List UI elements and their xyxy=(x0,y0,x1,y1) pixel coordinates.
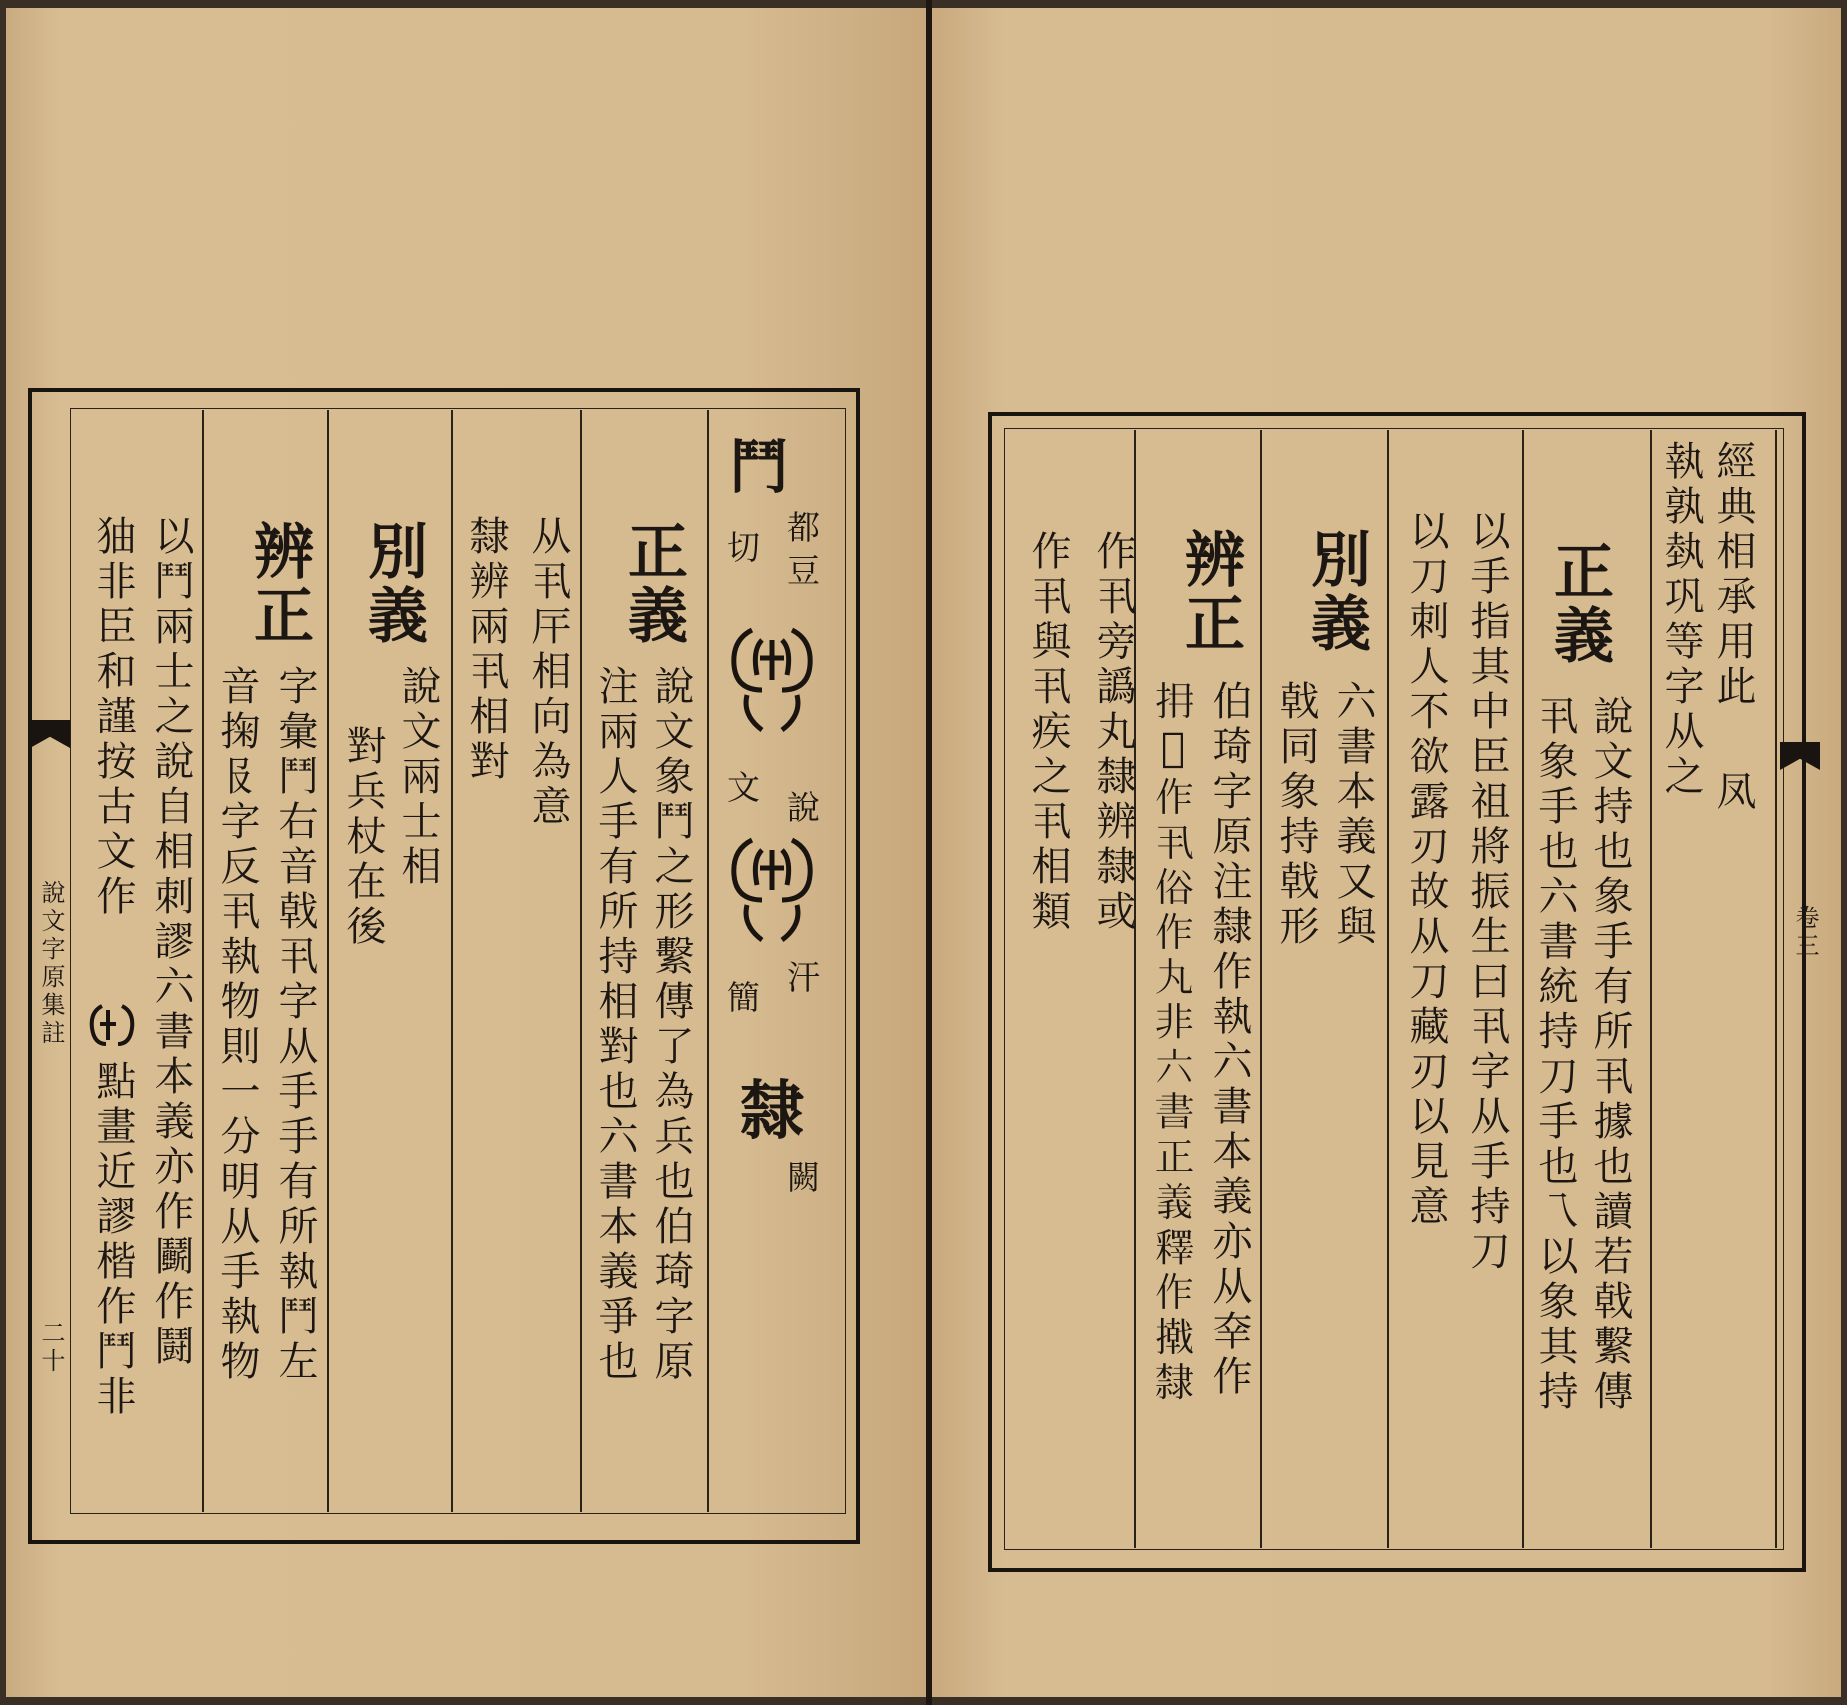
column-rule xyxy=(1650,430,1652,1548)
column-rule xyxy=(1522,430,1524,1548)
bieyi-text-left: 對兵杖在後 xyxy=(340,725,386,950)
margin-book-title: 說文字原集註 xyxy=(37,880,65,1048)
zhengyi-heading: 正義 xyxy=(618,520,688,648)
reading-right: 都豆 xyxy=(782,510,821,596)
column-rule xyxy=(451,410,453,1512)
r-bieyi-heading: 別義 xyxy=(1301,528,1371,656)
seal-character-shuowen xyxy=(722,620,822,740)
reading-left: 切 xyxy=(722,530,761,573)
r-col5-text: 作丮旁譌丸隸辨隸或 xyxy=(1090,530,1136,935)
jian-label: 簡 xyxy=(722,980,761,1023)
col6-text-right: 以鬥兩士之說自相刺謬六書本義亦作鬬作鬪 xyxy=(148,515,194,1370)
bieyi-text-right: 說文兩士相 xyxy=(395,665,441,890)
bieyi-heading: 別義 xyxy=(358,520,428,648)
col0-text-right: 經典相承用此 xyxy=(1710,440,1756,710)
lishu-character: 隸 xyxy=(740,1074,808,1149)
column-rule xyxy=(707,410,709,1512)
margin-page-number: 二十 xyxy=(37,1320,65,1376)
r-zhengyi-heading: 正義 xyxy=(1544,540,1614,668)
r-col6-text: 作丮與丮疾之丮相類 xyxy=(1025,530,1071,935)
col6-text-left-b: 點畫近謬楷作鬥非 xyxy=(90,1060,136,1420)
r-zhengyi-text-right: 說文持也象手有所丮據也讀若戟繫傳 xyxy=(1587,695,1633,1415)
col0-text-left: 執孰埶巩等字从之 xyxy=(1658,440,1704,800)
column-rule xyxy=(327,410,329,1512)
r-margin-volume: 卷三 xyxy=(1791,905,1819,961)
entry-title: 鬥 xyxy=(730,433,789,501)
wen-label: 文 xyxy=(722,770,761,813)
col3-text-left: 隸辨兩丮相對 xyxy=(463,515,509,785)
bianzheng-text-left: 音掬𠬝字反丮執物則一分明从手執物 xyxy=(214,665,260,1385)
col3-text-right: 从丮厈相向為意 xyxy=(525,515,571,830)
column-rule xyxy=(1260,430,1262,1548)
han-label: 汗 xyxy=(782,960,821,1003)
r-zhengyi-text-left: 丮象手也六書統持刀手也乁以象其持 xyxy=(1532,695,1578,1415)
zhengyi-text-right: 說文象鬥之形繫傳了為兵也伯琦字原 xyxy=(648,665,694,1385)
column-rule xyxy=(580,410,582,1512)
r-zhengyi-text-outer: 以手指其中臣祖將振生曰丮字从手持刀 xyxy=(1464,510,1510,1275)
que-label: 闕 xyxy=(782,1160,821,1203)
r-bieyi-text-left: 戟同象持戟形 xyxy=(1273,680,1319,950)
zhengyi-text-left: 注兩人手有所持相對也六書本義爭也 xyxy=(592,665,638,1385)
r-bieyi-text-right: 六書本義又與 xyxy=(1330,680,1376,950)
r-bianzheng-text-right: 伯琦字原注隸作執六書本義亦从㚔作 xyxy=(1206,680,1252,1400)
col0-text-right-b: 凤 xyxy=(1710,770,1756,815)
column-rule xyxy=(202,410,204,1512)
bianzheng-heading: 辨正 xyxy=(244,520,314,648)
r-bianzheng-text-left: 𢪈𨜉作丮俗作丸非六書正義釋作撠隸 xyxy=(1150,680,1196,1406)
column-rule xyxy=(1775,430,1777,1548)
col6-text-left-a: 㹨非臣和謹按古文作 xyxy=(90,515,136,920)
r-col2-text: 以刀刺人不欲露刃故从刀藏刃以見意 xyxy=(1403,510,1449,1230)
seal-character-guwen xyxy=(84,1000,140,1056)
bianzheng-text-right: 字彙鬥右音戟丮字从手手有所執鬥左 xyxy=(272,665,318,1385)
shuowen-label: 說 xyxy=(782,790,821,833)
r-bianzheng-heading: 辨正 xyxy=(1175,528,1245,656)
book-gutter xyxy=(926,0,932,1705)
column-rule xyxy=(1387,430,1389,1548)
seal-character-hanjian xyxy=(722,830,822,950)
